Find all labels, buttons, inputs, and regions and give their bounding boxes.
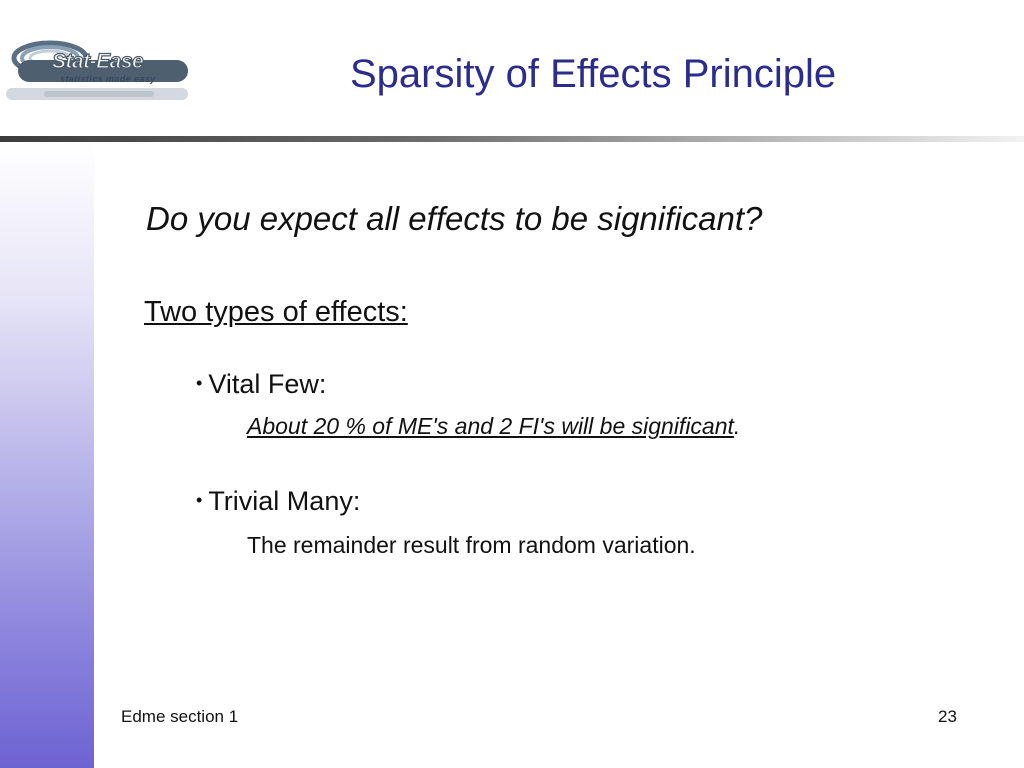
slide-title: Sparsity of Effects Principle [350,52,837,96]
page-number: 23 [938,707,957,726]
bullet-label: Trivial Many: [208,486,361,516]
bullet-dot-icon: • [196,490,203,510]
logo-tagline: statistics made easy [60,74,156,84]
types-heading: Two types of effects: [144,296,408,328]
vital-few-detail-suffix: . [733,413,741,439]
vital-few-detail-text: About 20 % of ME's and 2 FI's will be significant [247,413,734,439]
trivial-many-detail: The remainder result from random variation. [247,532,696,558]
side-gradient-band [0,142,94,768]
logo-brand-text: Stat-Ease [52,50,144,73]
vital-few-detail [247,413,740,440]
question-text: Do you expect all effects to be significant? [146,200,763,237]
bullet-vital-few [196,369,326,400]
bullet-dot-icon: • [196,373,203,393]
bullet-label: Vital Few: [208,369,327,399]
bullet-trivial-many [196,486,360,517]
stat-ease-logo [4,36,194,108]
footer-section-label: Edme section 1 [121,707,239,726]
header-divider [0,136,1024,142]
